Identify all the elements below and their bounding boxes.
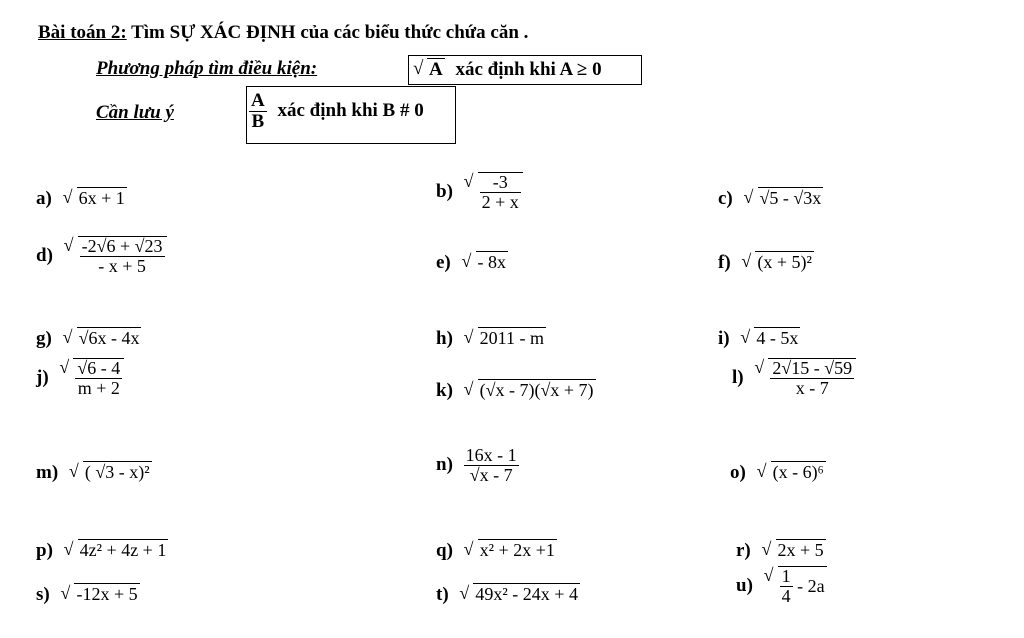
exercise-denominator: 4 xyxy=(781,585,791,606)
exercise-u xyxy=(736,566,827,606)
exercise-expression: 2011 - m xyxy=(479,328,544,348)
exercise-o xyxy=(730,462,826,484)
rule2-fraction xyxy=(249,91,267,132)
page-title xyxy=(38,22,528,44)
exercise-label: u) xyxy=(736,575,753,597)
sqrt-symbol-icon xyxy=(413,59,445,81)
exercise-l xyxy=(732,358,856,398)
exercise-expression: 4 - 5x xyxy=(756,328,799,348)
exercise-b xyxy=(436,172,523,212)
sqrt-symbol-icon xyxy=(464,380,596,401)
title-text: Tìm SỰ XÁC ĐỊNH của các biểu thức chứa căn . xyxy=(126,22,529,43)
exercise-expression-tail: - 2a xyxy=(797,575,825,596)
exercise-numerator: √ √6 - 4 xyxy=(77,358,121,378)
note-label: Cần lưu ý xyxy=(96,102,174,123)
exercise-t xyxy=(436,584,580,606)
sqrt-symbol-icon xyxy=(740,328,800,349)
sqrt-symbol-icon xyxy=(59,358,124,398)
exercise-f xyxy=(718,252,814,274)
exercise-label: n) xyxy=(436,454,453,476)
rule2-numerator: A xyxy=(251,90,265,111)
exercise-label: i) xyxy=(718,328,730,349)
exercise-h xyxy=(436,328,546,350)
exercise-expression: (√x - 7)(√x + 7) xyxy=(479,380,594,400)
exercise-label: t) xyxy=(436,584,449,605)
rule-fraction-box xyxy=(246,86,456,144)
method-label: Phương pháp tìm điều kiện: xyxy=(96,58,318,79)
rule2-text: xác định khi B # 0 xyxy=(277,100,424,122)
exercise-r xyxy=(736,540,826,562)
sqrt-symbol-icon xyxy=(64,236,167,276)
exercise-expression: √5 - √3x xyxy=(759,188,822,208)
exercise-label: q) xyxy=(436,540,453,561)
exercise-label: p) xyxy=(36,540,53,561)
exercise-j xyxy=(36,358,124,398)
exercise-expression: x² + 2x +1 xyxy=(479,540,555,560)
exercise-label: a) xyxy=(36,188,52,209)
exercise-expression: 4z² + 4z + 1 xyxy=(79,540,167,560)
sqrt-symbol-icon xyxy=(464,540,557,561)
exercise-denominator: - x + 5 xyxy=(98,255,146,276)
exercise-label: e) xyxy=(436,252,451,273)
exercise-expression: (x + 5)² xyxy=(757,252,812,272)
exercise-n xyxy=(436,446,519,485)
sqrt-symbol-icon xyxy=(462,252,509,273)
exercise-c xyxy=(718,188,823,210)
sqrt-symbol-icon xyxy=(464,172,523,212)
exercise-numerator: √ 2√15 - √59 xyxy=(772,358,853,378)
exercise-expression: 6x + 1 xyxy=(78,188,125,208)
rule1-text: xác định khi A ≥ 0 xyxy=(455,59,602,80)
sqrt-symbol-icon xyxy=(464,328,546,349)
sqrt-symbol-icon xyxy=(744,188,824,209)
exercise-label: b) xyxy=(436,181,453,203)
exercise-label: f) xyxy=(718,252,731,273)
sqrt-symbol-icon xyxy=(64,540,169,561)
exercise-label: s) xyxy=(36,584,50,605)
title-prefix: Bài toán 2: xyxy=(38,22,127,43)
exercise-label: k) xyxy=(436,380,453,401)
sqrt-symbol-icon xyxy=(459,584,580,605)
exercise-expression: 2x + 5 xyxy=(777,540,824,560)
exercise-numerator: √ 1 xyxy=(781,566,791,586)
exercise-label: d) xyxy=(36,245,53,267)
exercise-label: o) xyxy=(730,462,746,483)
exercise-e xyxy=(436,252,508,274)
exercise-a xyxy=(36,188,127,210)
exercise-k xyxy=(436,380,596,402)
exercise-label: m) xyxy=(36,462,59,483)
exercise-denominator: √x - 7 xyxy=(469,464,513,485)
exercise-i xyxy=(718,328,800,350)
exercise-expression: 49x² - 24x + 4 xyxy=(475,584,578,604)
sqrt-symbol-icon xyxy=(69,462,152,483)
sqrt-symbol-icon xyxy=(63,188,127,209)
exercise-expression: ( √3 - x)² xyxy=(84,462,150,482)
sqrt-symbol-icon xyxy=(741,252,814,273)
exercise-denominator: m + 2 xyxy=(77,377,120,398)
exercise-label: r) xyxy=(736,540,751,561)
sqrt-symbol-icon xyxy=(757,462,826,483)
exercise-q xyxy=(436,540,557,562)
sqrt-symbol-icon xyxy=(63,328,142,349)
exercise-numerator: 16x - 1 xyxy=(465,445,517,465)
exercise-label: h) xyxy=(436,328,453,349)
exercise-g xyxy=(36,328,141,350)
exercise-s xyxy=(36,584,140,606)
rule2-denominator: B xyxy=(251,110,265,132)
exercise-expression: - 8x xyxy=(477,252,507,272)
exercise-expression: √6x - 4x xyxy=(78,328,140,348)
exercise-label: l) xyxy=(732,367,744,389)
exercise-numerator: √ -3 xyxy=(480,173,521,193)
exercise-m xyxy=(36,462,152,484)
exercise-label: c) xyxy=(718,188,733,209)
rule1-radicand: A xyxy=(429,59,443,80)
exercise-p xyxy=(36,540,168,562)
sqrt-symbol-icon xyxy=(60,584,139,605)
exercise-d xyxy=(36,236,167,276)
sqrt-symbol-icon xyxy=(764,566,827,606)
exercise-denominator: 2 + x xyxy=(481,191,519,212)
exercise-denominator: x - 7 xyxy=(795,377,829,398)
exercise-expression: -12x + 5 xyxy=(76,584,138,604)
exercise-numerator: √ -2√6 + √23 xyxy=(81,236,163,256)
exercise-fraction xyxy=(464,446,519,485)
sqrt-symbol-icon xyxy=(762,540,826,561)
exercise-expression: (x - 6)⁶ xyxy=(772,462,824,482)
exercise-label: g) xyxy=(36,328,52,349)
rule-sqrt-box xyxy=(408,55,642,85)
sqrt-symbol-icon xyxy=(754,358,856,398)
exercise-label: j) xyxy=(36,367,49,389)
